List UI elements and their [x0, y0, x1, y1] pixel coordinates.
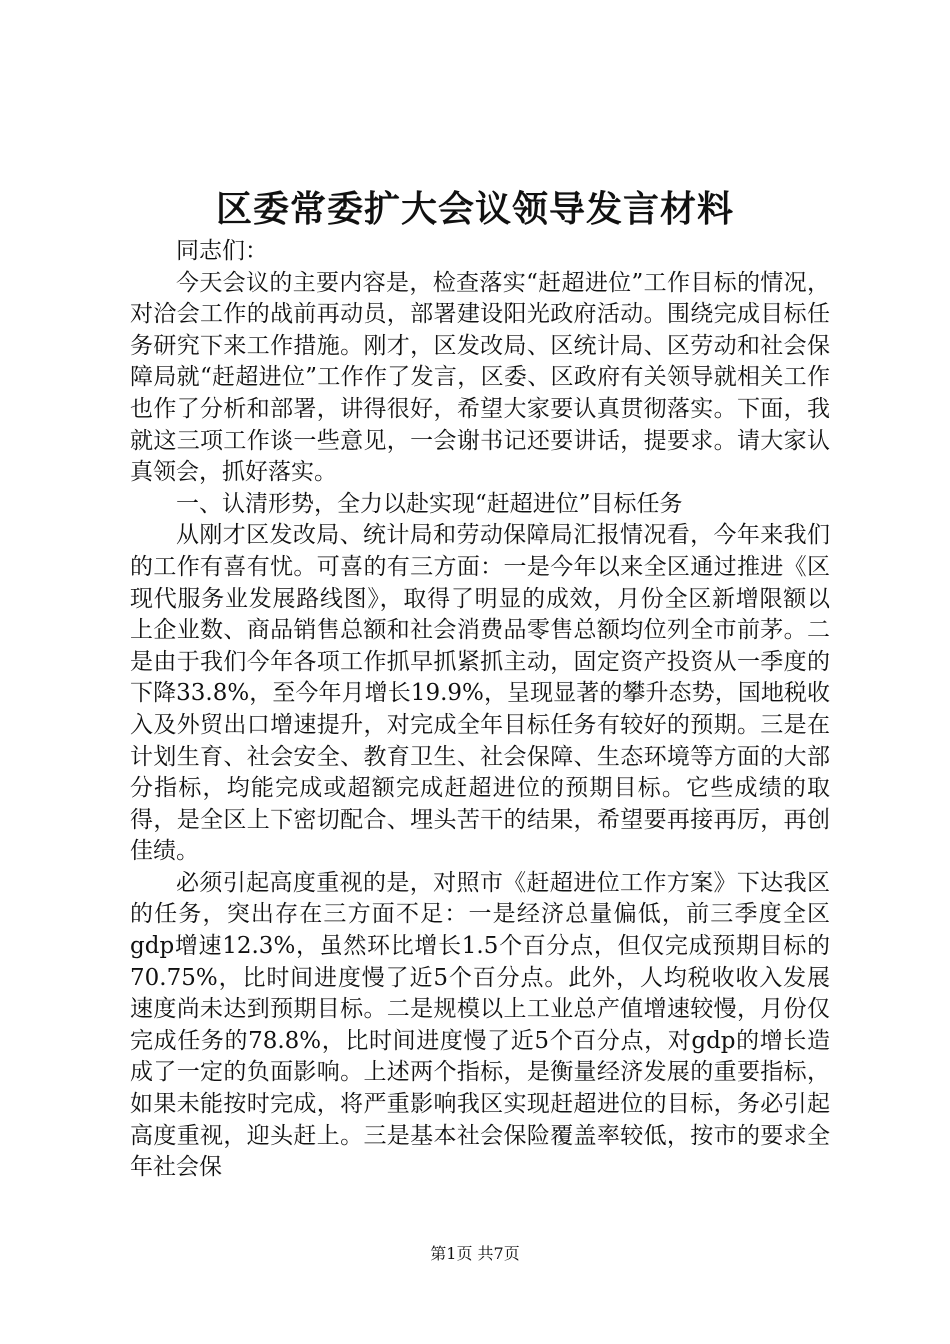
- body-paragraph: 必须引起高度重视的是，对照市《赶超进位工作方案》下达我区的任务，突出存在三方面不足：一是经济总量偏低，前三季度全区gdp增速12.3%，虽然环比增长1.5个百分点，但仅完成预期目标的70.75%，比时间进度慢了近5个百分点。此外，人均税收收入发展速度尚未达到预期目标。二是规模以上工业总产值增速较慢，月份仅完成任务的78.8%，比时间进度慢了近5个百分点，对gdp的增长造成了一定的负面影响。上述两个指标，是衡量经济发展的重要指标，如果未能按时完成，将严重影响我区实现赶超进位的目标，务必引起高度重视，迎头赶上。三是基本社会保险覆盖率较低，按市的要求全年社会保: [130, 869, 830, 1181]
- page-number-footer: 第1页 共7页: [430, 1244, 520, 1263]
- body-paragraph: 今天会议的主要内容是，检查落实“赶超进位”工作目标的情况，对洽会工作的战前再动员，部署建设阳光政府活动。围绕完成目标任务研究下来工作措施。刚才，区发改局、区统计局、区劳动和社会保障局就“赶超进位”工作作了发言，区委、区政府有关领导就相关工作也作了分析和部署，讲得很好，希望大家要认真贯彻落实。下面，我就这三项工作谈一些意见，一会谢书记还要讲话，提要求。请大家认真领会，抓好落实。: [130, 269, 830, 486]
- section-heading: 一、认清形势，全力以赴实现“赶超进位”目标任务: [176, 490, 683, 517]
- salutation-paragraph: 同志们：: [176, 238, 268, 264]
- document-body: [130, 236, 830, 1184]
- document-title: 区委常委扩大会议领导发言材料: [215, 188, 734, 230]
- body-paragraph: 从刚才区发改局、统计局和劳动保障局汇报情况看，今年来我们的工作有喜有忧。可喜的有三方面：一是今年以来全区通过推进《区现代服务业发展路线图》，取得了明显的成效，月份全区新增限额以上企业数、商品销售总额和社会消费品零售总额均位列全市前茅。二是由于我们今年各项工作抓早抓紧抓主动，固定资产投资从一季度的下降33.8%，至今年月增长19.9%，呈现显著的攀升态势，国地税收入及外贸出口增速提升，对完成全年目标任务有较好的预期。三是在计划生育、社会安全、教育卫生、社会保障、生态环境等方面的大部分指标，均能完成或超额完成赶超进位的预期目标。它些成绩的取得，是全区上下密切配合、埋头苦干的结果，希望要再接再厉，再创佳绩。: [130, 522, 830, 865]
